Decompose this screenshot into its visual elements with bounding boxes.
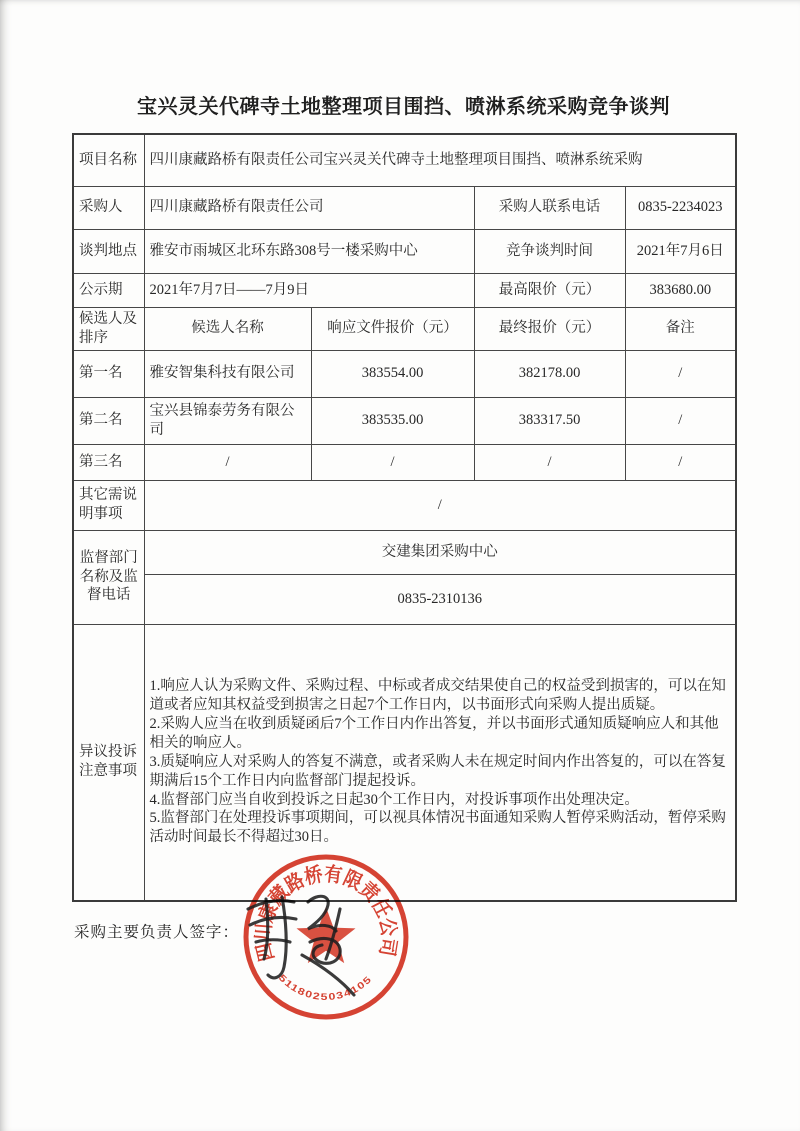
negotiation-time-value: 2021年7月6日 — [625, 229, 736, 273]
candidates-rank-header: 候选人及排序 — [73, 307, 144, 350]
company-seal — [236, 847, 416, 1027]
supervision-phone-value: 0835-2310136 — [144, 574, 736, 624]
publicity-period-label: 公示期 — [73, 273, 144, 307]
candidates-name-header: 候选人名称 — [144, 307, 311, 350]
procurement-result-table — [72, 133, 737, 902]
rank-cell: 第一名 — [73, 350, 144, 397]
supervision-dept-value: 交建集团采购中心 — [144, 530, 736, 574]
candidates-header-row — [73, 307, 736, 350]
candidate-name-cell: 宝兴县锦泰劳务有限公司 — [144, 397, 311, 444]
negotiation-time-label: 竞争谈判时间 — [474, 229, 625, 273]
table-row — [73, 229, 736, 273]
max-price-value: 383680.00 — [625, 273, 736, 307]
candidates-remark-header: 备注 — [625, 307, 736, 350]
rank-cell: 第三名 — [73, 444, 144, 480]
project-name-value: 四川康藏路桥有限责任公司宝兴灵关代碑寺土地整理项目围挡、喷淋系统采购 — [144, 134, 736, 186]
purchaser-phone-label: 采购人联系电话 — [474, 186, 625, 229]
supervision-phone-row — [73, 574, 736, 624]
candidate-name-cell: 雅安智集科技有限公司 — [144, 350, 311, 397]
doc-price-cell: / — [311, 444, 474, 480]
objection-note-2: 2.采购人应当在收到质疑函后7个工作日内作出答复，并以书面形式通知质疑响应人和其他相关的响应人。 — [149, 716, 719, 751]
signature-label: 采购主要负责人签字： — [74, 924, 240, 941]
final-price-cell: / — [474, 444, 625, 480]
table-row — [73, 273, 736, 307]
seal-number-text: 5118025034105 — [275, 972, 374, 1004]
candidate-row-first — [73, 350, 736, 397]
other-notes-label: 其它需说明事项 — [73, 480, 144, 530]
candidates-doc-price-header: 响应文件报价（元） — [311, 307, 474, 350]
location-label: 谈判地点 — [73, 229, 144, 273]
candidate-row-second — [73, 397, 736, 444]
purchaser-value: 四川康藏路桥有限责任公司 — [144, 186, 474, 229]
location-value: 雅安市雨城区北环东路308号一楼采购中心 — [144, 229, 474, 273]
remark-cell: / — [625, 350, 736, 397]
purchaser-label: 采购人 — [73, 186, 144, 229]
doc-price-cell: 383535.00 — [311, 397, 474, 444]
table-row — [73, 134, 736, 186]
final-price-cell: 382178.00 — [474, 350, 625, 397]
objection-note-1: 1.响应人认为采购文件、采购过程、中标或者成交结果使自己的权益受到损害的，可以在知道或者应知其权益受到损害之日起7个工作日内，以书面形式向采购人提出质疑。 — [149, 678, 726, 714]
purchaser-phone-value: 0835-2234023 — [625, 186, 736, 229]
doc-price-cell: 383554.00 — [311, 350, 474, 397]
supervision-label: 监督部门名称及监督电话 — [73, 530, 144, 624]
candidates-final-price-header: 最终报价（元） — [474, 307, 625, 350]
other-notes-row — [73, 480, 736, 530]
publicity-period-value: 2021年7月7日——7月9日 — [144, 273, 474, 307]
objection-note-4: 4.监督部门应当自收到投诉之日起30个工作日内，对投诉事项作出处理决定。 — [149, 791, 639, 808]
rank-cell: 第二名 — [73, 397, 144, 444]
objection-note-5: 5.监督部门在处理投诉事项期间，可以视具体情况书面通知采购人暂停采购活动，暂停采购活动时间最长不得超过30日。 — [149, 810, 726, 846]
table-row — [73, 186, 736, 229]
other-notes-value: / — [144, 480, 736, 530]
candidate-row-third — [73, 444, 736, 480]
max-price-label: 最高限价（元） — [474, 273, 625, 307]
project-name-label: 项目名称 — [73, 134, 144, 186]
remark-cell: / — [625, 444, 736, 480]
objection-label: 异议投诉注意事项 — [73, 624, 144, 901]
final-price-cell: 383317.50 — [474, 397, 625, 444]
page-title: 宝兴灵关代碑寺土地整理项目围挡、喷淋系统采购竞争谈判 — [137, 96, 670, 118]
objection-notes-cell — [144, 624, 736, 901]
supervision-dept-row — [73, 530, 736, 574]
candidate-name-cell: / — [144, 444, 311, 480]
objection-note-3: 3.质疑响应人对采购人的答复不满意，或者采购人未在规定时间内作出答复的，可以在答复期满后15个工作日内向监督部门提起投诉。 — [149, 753, 726, 789]
remark-cell: / — [625, 397, 736, 444]
seal-company-text: 四川康藏路桥有限责任公司 — [252, 863, 400, 964]
